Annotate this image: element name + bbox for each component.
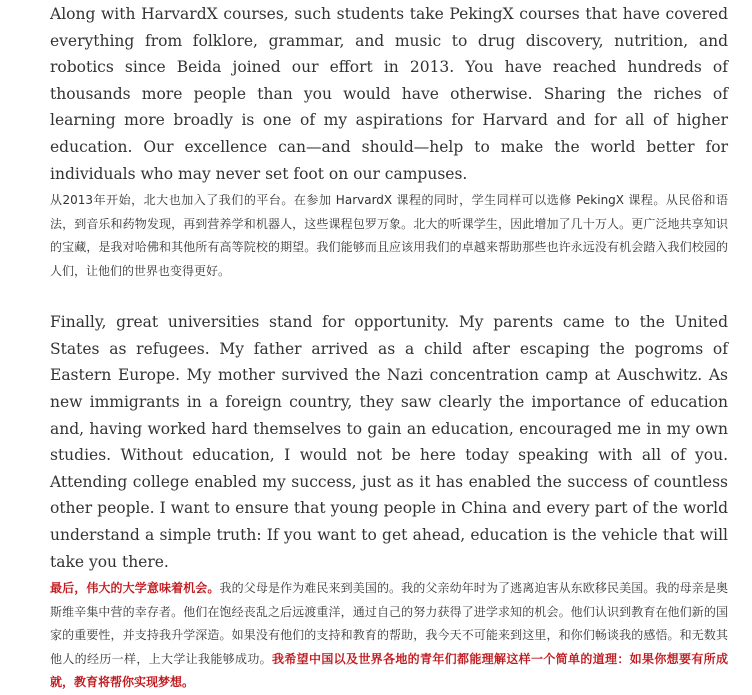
highlight-text-opportunity: 最后，伟大的大学意味着机会。: [50, 581, 220, 596]
paragraph-chinese-1: 从2013年开始，北大也加入了我们的平台。在参加 HarvardX 课程的同时，学生同样可以选修 PekingX 课程。从民俗和语法，到音乐和药物发现，再到营养学和机器人，这些课程包罗万象。北大的听课学生，因此增加了几十万人。更广泛地共享知识的宝藏，是我对哈佛和其他所有高等院校的期望。我们能够而且应该用我们的卓越来帮助那些也许永远没有机会踏入我们校园的人们，让他们的世界也变得更好。: [50, 193, 728, 278]
highlight-text-education: 我希望中国以及世界各地的青年们都能理解这样一个简单的道理：如果你想要有所成就，教育将帮你实现梦想。: [50, 651, 728, 690]
chinese-body-text: 我的父母是作为难民来到美国的。我的父亲幼年时为了逃离迫害从东欧移民美国。我的母亲是奥斯维辛集中营的幸存者。他们在饱经丧乱之后远渡重洋，通过自己的努力获得了进学求知的机会。他们认识到教育在他们新的国家的重要性，并支持我升学深造。如果没有他们的支持和教育的帮助，我今天不可能来到这里，和你们畅谈我的感悟。和无数其他人的经历一样，上大学让我能够成功。: [50, 581, 728, 666]
paragraph-spacer: [50, 283, 728, 309]
paragraph-english-2: Finally, great universities stand for opportunity. My parents came to the United States as refugees. My father arrived as a child after escaping the pogroms of Eastern Europe. My mother survived the Nazi concentration camp at Auschwitz. As new immigrants in a foreign country, they saw clearly the importance of education and, having worked hard themselves to gain an education, encouraged me in my own studies. Without education, I would not be here today speaking with all of you. Attending college enabled my success, just as it has enabled the success of countless other people. I want to ensure that young people in China and every part of the world understand a simple truth: If you want to get ahead, education is the vehicle that will take you there.: [50, 313, 728, 571]
article-body: [0, 1, 752, 690]
paragraph-english-1: Along with HarvardX courses, such students take PekingX courses that have covered everything from folklore, grammar, and music to drug discovery, nutrition, and robotics since Beida joined our effort in 2013. You have reached hundreds of thousands more people than you would have otherwise. Sharing the riches of learning more broadly is one of my aspirations for Harvard and for all of higher education. Our excellence can—and should—help to make the world better for individuals who may never set foot on our campuses.: [50, 5, 728, 183]
paragraph-chinese-2: [50, 577, 728, 695]
